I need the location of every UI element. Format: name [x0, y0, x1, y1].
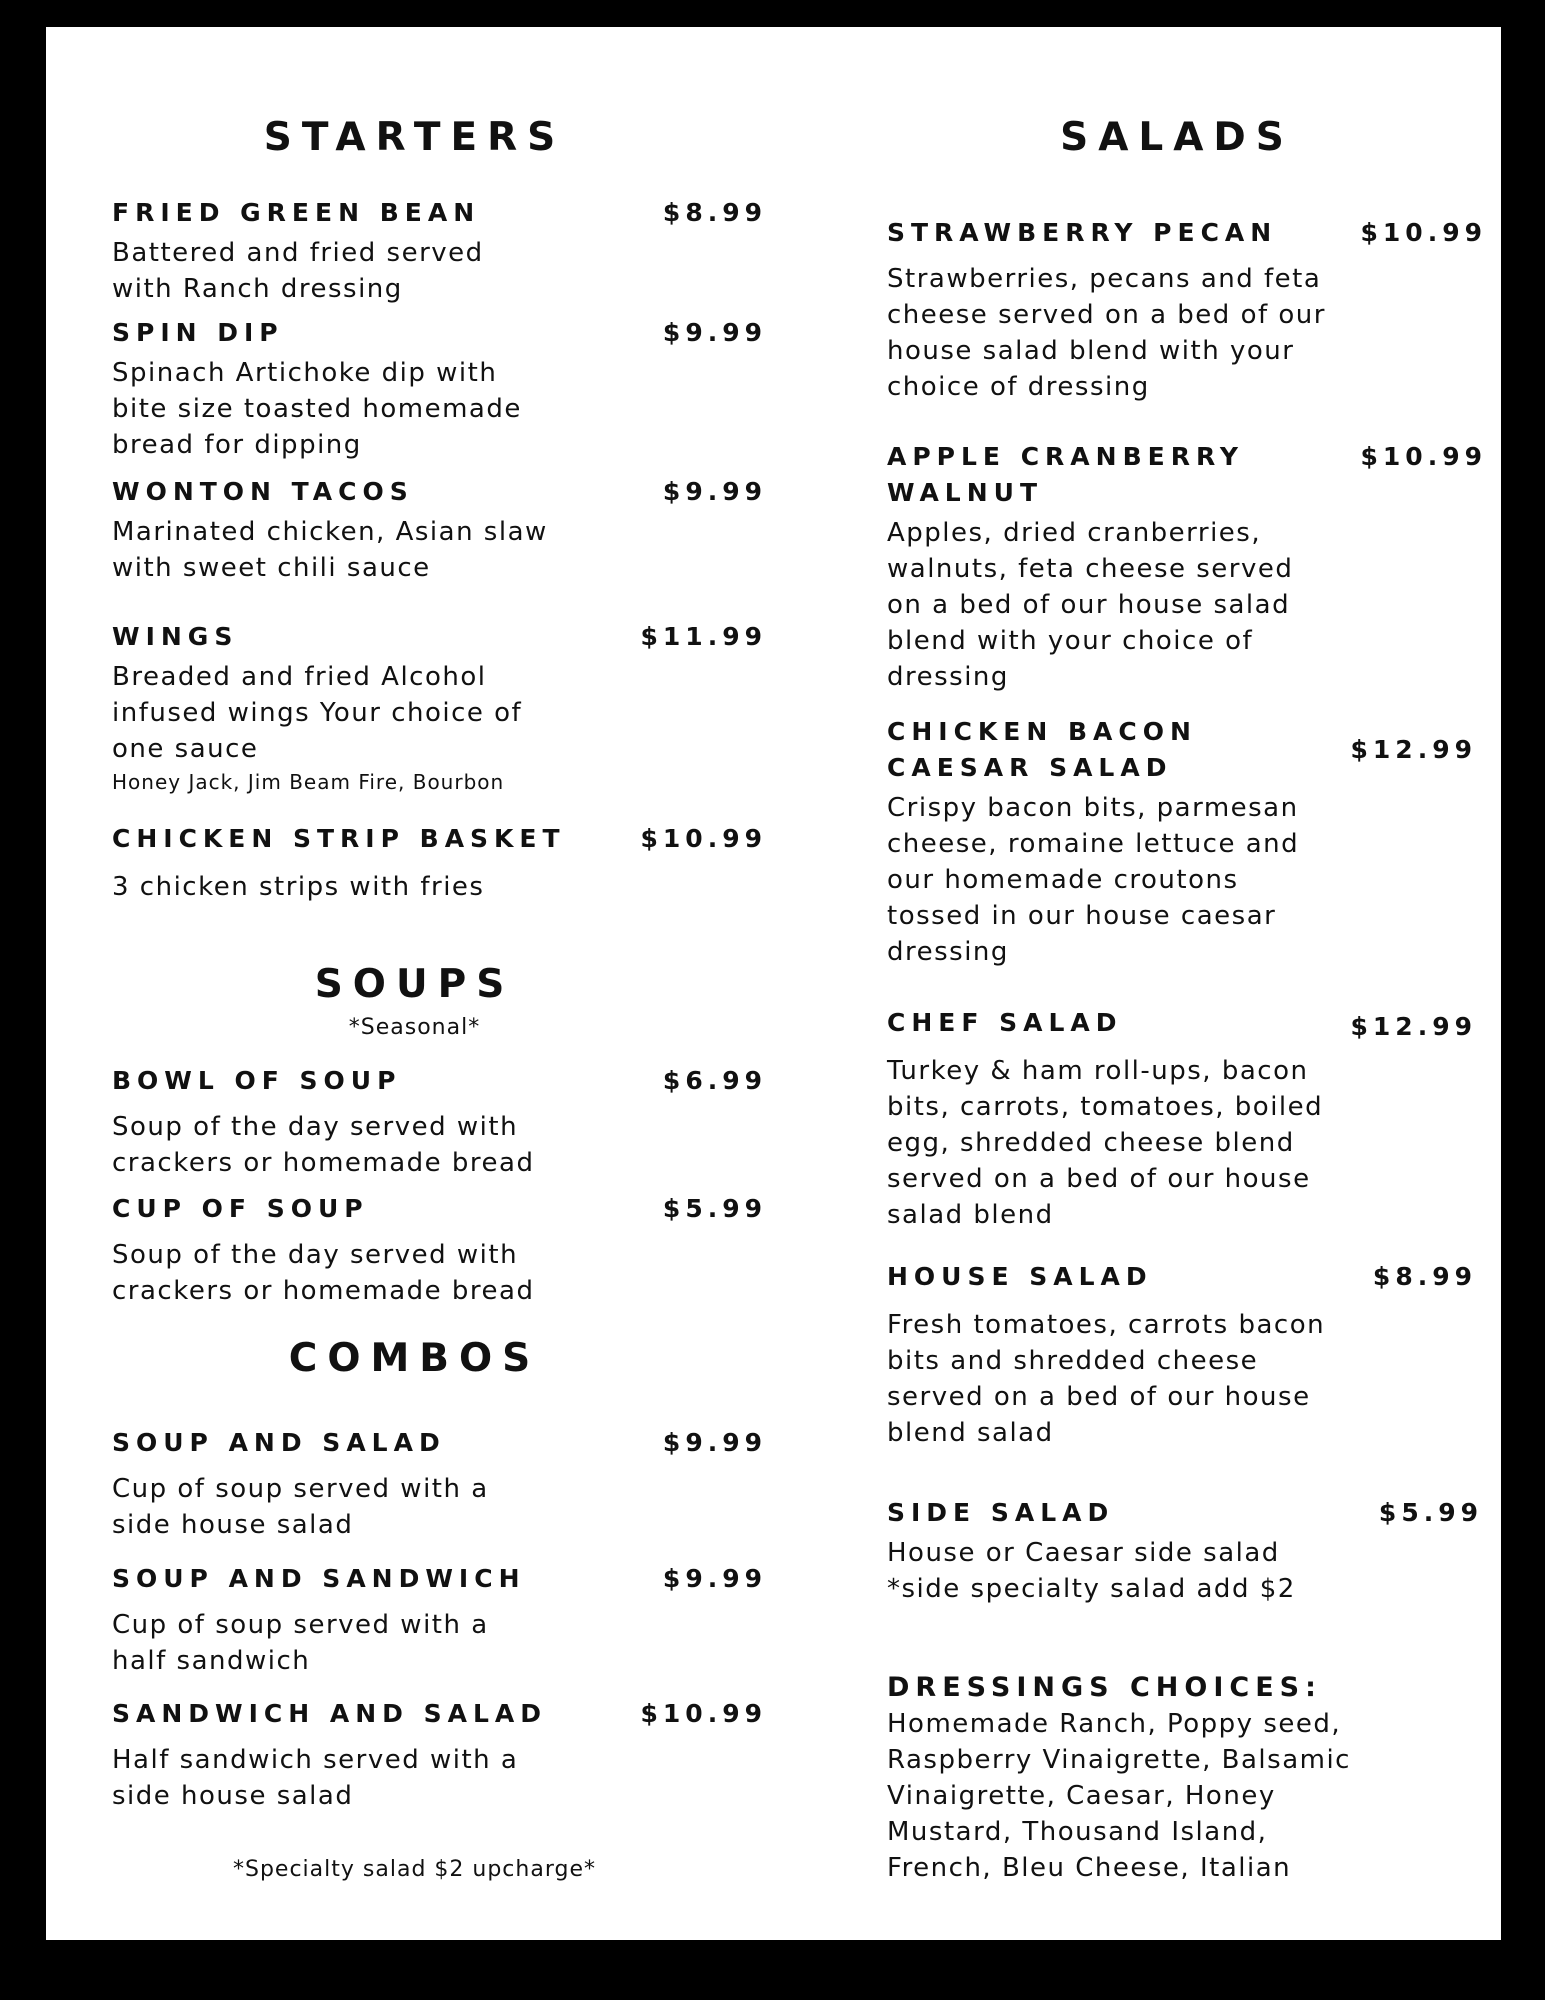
item-description: Apples, dried cranberries, walnuts, feta cheese served on a bed of our house salad blend with your choice of dressing: [887, 518, 1294, 692]
menu-item: [112, 1191, 767, 1309]
item-name: BOWL OF SOUP: [112, 1066, 402, 1095]
item-price: $11.99: [640, 622, 767, 651]
item-name: SOUP AND SALAD: [112, 1428, 446, 1457]
item-name: FRIED GREEN BEAN: [112, 198, 481, 227]
item-name: CHEF SALAD: [887, 1008, 1123, 1037]
item-name: SANDWICH AND SALAD: [112, 1699, 547, 1728]
starters-title: STARTERS: [263, 115, 566, 160]
dressings-title: DRESSINGS CHOICES:: [887, 1672, 1322, 1703]
item-name: CHICKEN BACON CAESAR SALAD: [887, 717, 1197, 782]
menu-item: [112, 1696, 767, 1814]
item-description: Fresh tomatoes, carrots bacon bits and shredded cheese served on a bed of our house blend salad: [887, 1310, 1326, 1448]
item-price: $9.99: [662, 318, 767, 347]
item-name: HOUSE SALAD: [887, 1262, 1153, 1291]
menu-item: [112, 1561, 767, 1679]
item-name: APPLE CRANBERRY WALNUT: [887, 442, 1244, 507]
item-name: SIDE SALAD: [887, 1498, 1115, 1527]
item-description: Breaded and fried Alcohol infused wings Your choice of one sauce: [112, 662, 523, 764]
dressings-block: [887, 1670, 1487, 1886]
dressings-list: Homemade Ranch, Poppy seed, Raspberry Vinaigrette, Balsamic Vinaigrette, Caesar, Honey Mustard, Thousand Island, French, Bleu Cheese, Italian: [887, 1709, 1351, 1883]
menu-item: [887, 439, 1487, 695]
item-description: Spinach Artichoke dip with bite size toasted homemade bread for dipping: [112, 358, 522, 460]
menu-item: [112, 821, 767, 905]
menu-item: [112, 195, 767, 307]
combos-title: COMBOS: [288, 1336, 541, 1381]
item-name: CUP OF SOUP: [112, 1194, 369, 1223]
item-name: WINGS: [112, 622, 239, 651]
item-name: CHICKEN STRIP BASKET: [112, 824, 566, 853]
item-price: $10.99: [640, 1699, 767, 1728]
menu-item: [887, 215, 1487, 405]
item-price: $6.99: [662, 1066, 767, 1095]
item-price: $12.99: [1350, 735, 1477, 764]
menu-item: [112, 1425, 767, 1543]
menu-item: [887, 714, 1477, 970]
item-price: $10.99: [1360, 442, 1487, 471]
item-price: $8.99: [1372, 1262, 1477, 1291]
item-name: SOUP AND SANDWICH: [112, 1564, 526, 1593]
menu-item: [112, 315, 767, 463]
menu-item: [112, 1063, 767, 1181]
item-description: Marinated chicken, Asian slaw with sweet chili sauce: [112, 517, 548, 583]
item-name: STRAWBERRY PECAN: [887, 218, 1278, 247]
item-price: $5.99: [662, 1194, 767, 1223]
menu-item: [112, 474, 767, 586]
item-price: $9.99: [662, 477, 767, 506]
menu-item: [887, 1259, 1477, 1451]
salads-title: SALADS: [1060, 115, 1294, 160]
item-name: WONTON TACOS: [112, 477, 414, 506]
item-description: Crispy bacon bits, parmesan cheese, romaine lettuce and our homemade croutons tossed in our house caesar dressing: [887, 793, 1300, 967]
item-description: Cup of soup served with a half sandwich: [112, 1610, 489, 1676]
menu-page: [46, 27, 1501, 1940]
item-price: $9.99: [662, 1428, 767, 1457]
item-price: $5.99: [1378, 1498, 1483, 1527]
item-price: $8.99: [662, 198, 767, 227]
item-price: $10.99: [1360, 218, 1487, 247]
item-price: $10.99: [640, 824, 767, 853]
item-price: $12.99: [1350, 1012, 1477, 1041]
menu-item: [887, 1495, 1483, 1607]
menu-item: [887, 1005, 1477, 1233]
item-description: Strawberries, pecans and feta cheese served on a bed of our house salad blend with your choice of dressing: [887, 264, 1326, 402]
item-description: 3 chicken strips with fries: [112, 872, 485, 902]
item-description: Soup of the day served with crackers or homemade bread: [112, 1240, 535, 1306]
item-description: Turkey & ham roll-ups, bacon bits, carrots, tomatoes, boiled egg, shredded cheese blend served on a bed of our house salad blend: [887, 1056, 1324, 1230]
item-price: $9.99: [662, 1564, 767, 1593]
item-description: Half sandwich served with a side house salad: [112, 1745, 519, 1811]
soups-subtitle: *Seasonal*: [348, 1015, 481, 1040]
soups-title: SOUPS: [314, 962, 515, 1007]
item-name: SPIN DIP: [112, 318, 284, 347]
item-sauce-options: Honey Jack, Jim Beam Fire, Bourbon: [112, 770, 505, 794]
item-note: *side specialty salad add $2: [887, 1574, 1296, 1604]
menu-item: [112, 619, 767, 795]
item-description: Cup of soup served with a side house salad: [112, 1474, 489, 1540]
combos-note: *Specialty salad $2 upcharge*: [233, 1857, 596, 1882]
item-description: Battered and fried served with Ranch dressing: [112, 238, 484, 304]
item-description: House or Caesar side salad: [887, 1538, 1280, 1568]
item-description: Soup of the day served with crackers or homemade bread: [112, 1112, 535, 1178]
